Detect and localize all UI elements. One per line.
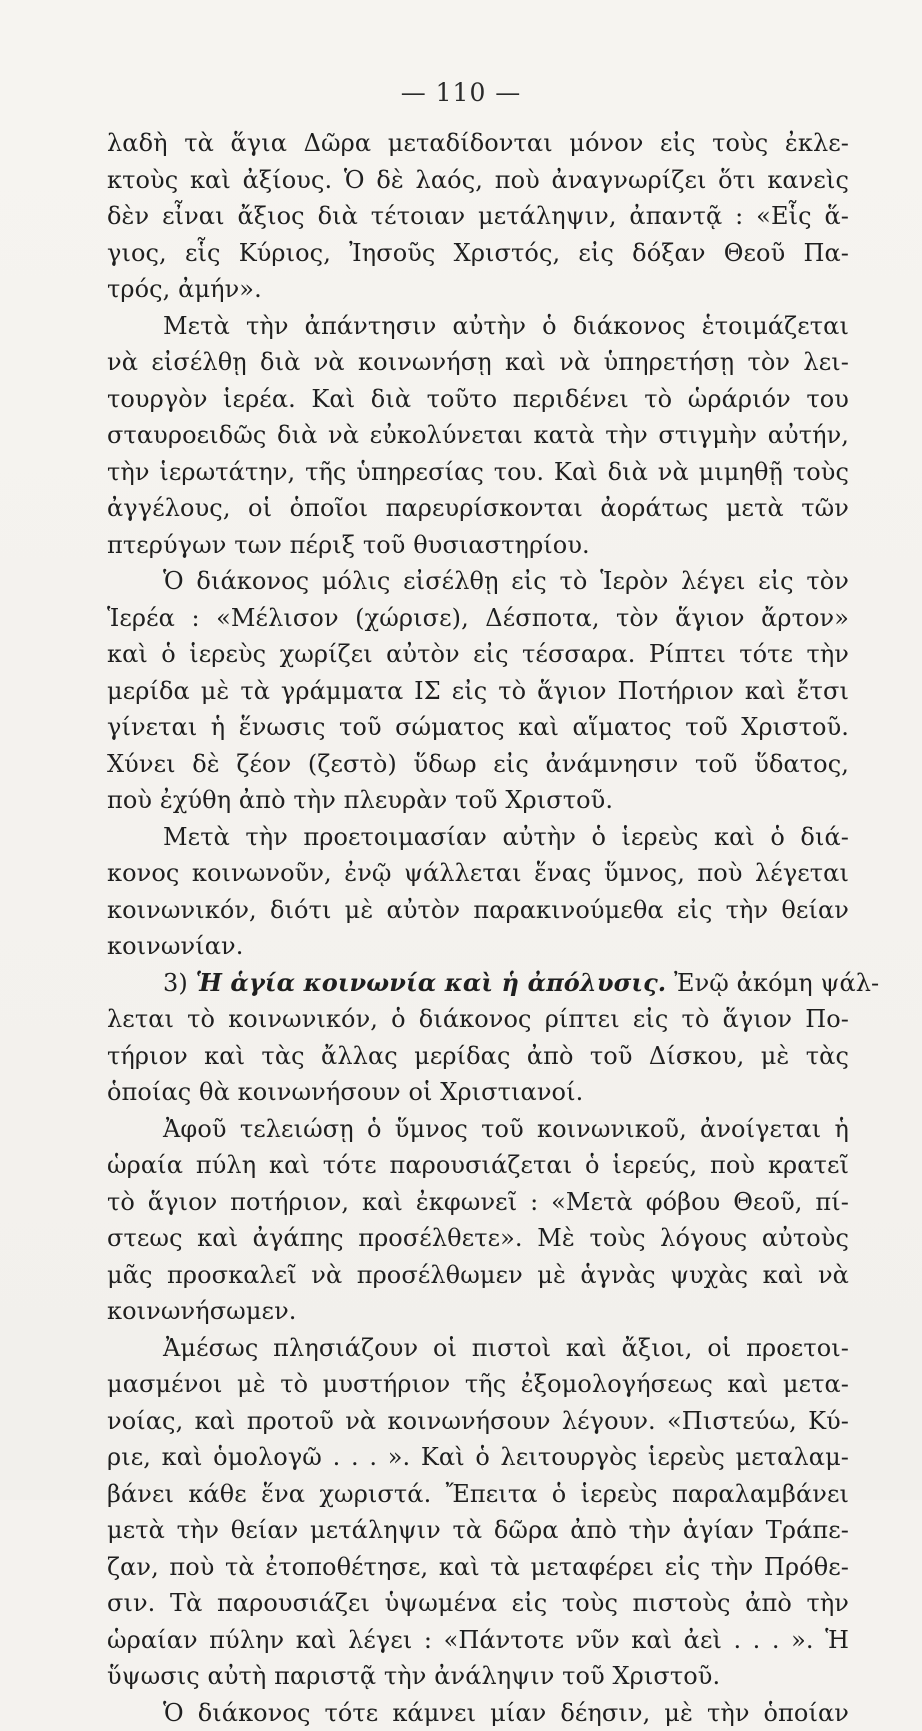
text-line: σιν. Τὰ παρουσιάζει ὑψωμένα εἰς τοὺς πιστοὺς ἀπὸ τὴν <box>107 1585 849 1622</box>
text-line: κοινωνίαν. <box>107 928 849 965</box>
text-line: ὡραία πύλη καὶ τότε παρουσιάζεται ὁ ἱερεύς, ποὺ κρατεῖ <box>107 1147 849 1184</box>
text-line: Χύνει δὲ ζέον (ζεστὸ) ὕδωρ εἰς ἀνάμνησιν τοῦ ὕδατος, <box>107 746 849 783</box>
section-title: Ἡ ἁγία κοινωνία καὶ ἡ ἀπόλυσις. <box>196 968 667 997</box>
text-line: σταυροειδῶς διὰ νὰ εὐκολύνεται κατὰ τὴν στιγμὴν αὐτήν, <box>107 417 849 454</box>
text-line: πτερύγων των πέριξ τοῦ θυσιαστηρίου. <box>107 527 849 564</box>
text-line: τρός, ἀμήν». <box>107 271 849 308</box>
text-line: δὲν εἶναι ἄξιος διὰ τέτοιαν μετάληψιν, ἀπαντᾷ : «Εἷς ἅ- <box>107 198 849 235</box>
text-line: νὰ εἰσέλθῃ διὰ νὰ κοινωνήσῃ καὶ νὰ ὑπηρετήσῃ τὸν λει- <box>107 344 849 381</box>
text-line: ὕψωσις αὐτὴ παριστᾷ τὴν ἀνάληψιν τοῦ Χριστοῦ. <box>107 1658 849 1695</box>
text-line: ἀγγέλους, οἱ ὁποῖοι παρευρίσκονται ἀοράτως μετὰ τῶν <box>107 490 849 527</box>
text-line: τὸ ἅγιον ποτήριον, καὶ ἐκφωνεῖ : «Μετὰ φόβου Θεοῦ, πί- <box>107 1184 849 1221</box>
text-line: τὴν ἱερωτάτην, τῆς ὑπηρεσίας του. Καὶ διὰ νὰ μιμηθῇ τοὺς <box>107 454 849 491</box>
text-line: Ὁ διάκονος μόλις εἰσέλθῃ εἰς τὸ Ἱερὸν λέγει εἰς τὸν <box>107 563 849 600</box>
text-line: Μετὰ τὴν προετοιμασίαν αὐτὴν ὁ ἱερεὺς καὶ ὁ διά- <box>107 819 849 856</box>
text-line: ριε, καὶ ὁμολογῶ . . . ». Καὶ ὁ λειτουργὸς ἱερεὺς μεταλαμ- <box>107 1439 849 1476</box>
text-line: κτοὺς καὶ ἀξίους. Ὁ δὲ λαός, ποὺ ἀναγνωρίζει ὅτι κανεὶς <box>107 162 849 199</box>
text-line: λαδὴ τὰ ἅγια Δῶρα μεταδίδονται μόνον εἰς τοὺς ἐκλε- <box>107 125 849 162</box>
text-line: Μετὰ τὴν ἀπάντησιν αὐτὴν ὁ διάκονος ἑτοιμάζεται <box>107 308 849 345</box>
text-line: μερίδα μὲ τὰ γράμματα ΙΣ εἰς τὸ ἅγιον Ποτήριον καὶ ἔτσι <box>107 673 849 710</box>
text-line: Ἀφοῦ τελειώσῃ ὁ ὕμνος τοῦ κοινωνικοῦ, ἀνοίγεται ἡ <box>107 1111 849 1148</box>
text-line: τήριον καὶ τὰς ἄλλας μερίδας ἀπὸ τοῦ Δίσκου, μὲ τὰς <box>107 1038 849 1075</box>
text-line: γιος, εἷς Κύριος, Ἰησοῦς Χριστός, εἰς δόξαν Θεοῦ Πα- <box>107 235 849 272</box>
body-text <box>107 125 849 1731</box>
text-line: Ὁ διάκονος τότε κάμνει μίαν δέησιν, μὲ τὴν ὁποίαν <box>107 1695 849 1731</box>
line-text: Ἐνῷ ἀκόμη ψάλ- <box>666 969 879 997</box>
text-line: στεως καὶ ἀγάπης προσέλθετε». Μὲ τοὺς λόγους αὐτοὺς <box>107 1220 849 1257</box>
text-line: τουργὸν ἱερέα. Καὶ διὰ τοῦτο περιδένει τὸ ὡράριόν του <box>107 381 849 418</box>
text-line: Ἱερέα : «Μέλισον (χώρισε), Δέσποτα, τὸν ἅγιον ἄρτον» <box>107 600 849 637</box>
section-number: 3) <box>163 969 196 997</box>
text-line: μᾶς προσκαλεῖ νὰ προσέλθωμεν μὲ ἁγνὰς ψυχὰς καὶ νὰ <box>107 1257 849 1294</box>
text-line: ὡραίαν πύλην καὶ λέγει : «Πάντοτε νῦν καὶ ἀεὶ . . . ». Ἡ <box>107 1622 849 1659</box>
text-line: γίνεται ἡ ἕνωσις τοῦ σώματος καὶ αἵματος τοῦ Χριστοῦ. <box>107 709 849 746</box>
text-line: ὁποίας θὰ κοινωνήσουν οἱ Χριστιανοί. <box>107 1074 849 1111</box>
page-number: — 110 — <box>0 78 922 107</box>
text-line: νοίας, καὶ προτοῦ νὰ κοινωνήσουν λέγουν. «Πιστεύω, Κύ- <box>107 1403 849 1440</box>
text-line: βάνει κάθε ἕνα χωριστά. Ἔπειτα ὁ ἱερεὺς παραλαμβάνει <box>107 1476 849 1513</box>
text-line: κοινωνήσωμεν. <box>107 1293 849 1330</box>
section-heading-line <box>107 965 849 1002</box>
text-line: λεται τὸ κοινωνικόν, ὁ διάκονος ρίπτει εἰς τὸ ἅγιον Πο- <box>107 1001 849 1038</box>
text-line: καὶ ὁ ἱερεὺς χωρίζει αὐτὸν εἰς τέσσαρα. Ρίπτει τότε τὴν <box>107 636 849 673</box>
text-line: Ἀμέσως πλησιάζουν οἱ πιστοὶ καὶ ἄξιοι, οἱ προετοι- <box>107 1330 849 1367</box>
text-line: μασμένοι μὲ τὸ μυστήριον τῆς ἐξομολογήσεως καὶ μετα- <box>107 1366 849 1403</box>
text-line: μετὰ τὴν θείαν μετάληψιν τὰ δῶρα ἀπὸ τὴν ἁγίαν Τράπε- <box>107 1512 849 1549</box>
text-line: ζαν, ποὺ τὰ ἐτοποθέτησε, καὶ τὰ μεταφέρει εἰς τὴν Πρόθε- <box>107 1549 849 1586</box>
text-line: κοινωνικόν, διότι μὲ αὐτὸν παρακινούμεθα εἰς τὴν θείαν <box>107 892 849 929</box>
text-line: ποὺ ἐχύθη ἀπὸ τὴν πλευρὰν τοῦ Χριστοῦ. <box>107 782 849 819</box>
text-line: κονος κοινωνοῦν, ἐνῷ ψάλλεται ἕνας ὕμνος, ποὺ λέγεται <box>107 855 849 892</box>
